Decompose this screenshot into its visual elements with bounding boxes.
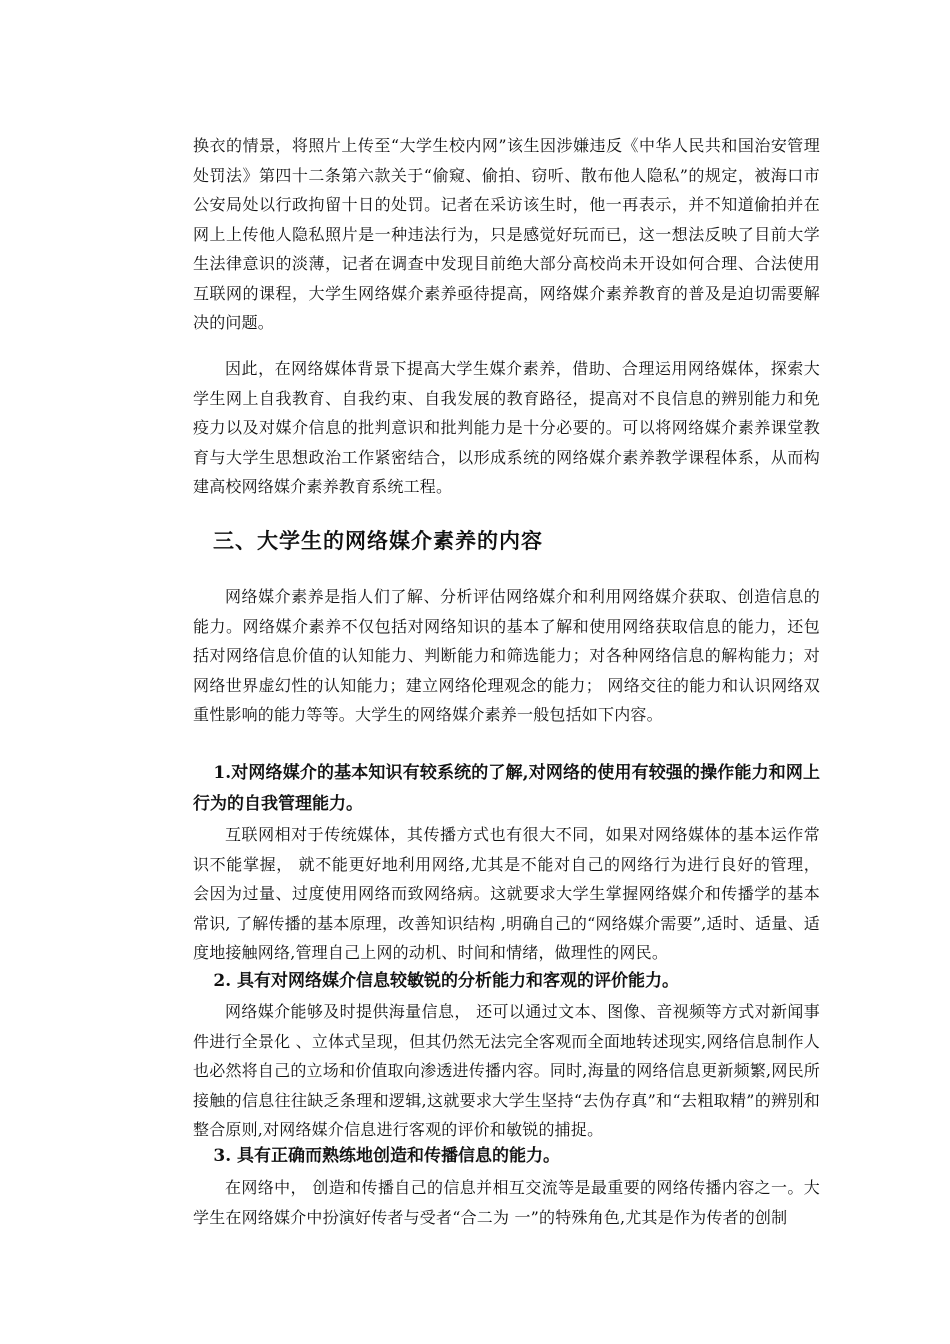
paragraph-privacy-case: 换衣的情景，将照片上传至“大学生校内网”该生因涉嫌违反《中华人民共和国治安管理处罚法》第四十二条第六款关于“偷窥、偷拍、窃听、散布他人隐私”的规定，被海口市公安局处以行政拘留十日的处罚。记者在采访该生时，他一再表示，并不知道偷拍并在网上上传他人隐私照片是一种违法行为，只是感觉好玩而已，这一想法反映了目前大学生法律意识的淡薄，记者在调查中发现目前绝大部分高校尚未开设如何合理、合法使用互联网的课程，大学生网络媒介素养亟待提高，网络媒介素养教育的普及是迫切需要解决的问题。 [193,136,820,332]
subheading-analysis-evaluation: 2. 具有对网络媒介信息较敏锐的分析能力和客观的评价能力。 [213,971,680,991]
section-heading-media-literacy-content: 三、大学生的网络媒介素养的内容 [213,528,543,553]
paragraph-internet-vs-traditional: 互联网相对于传统媒体，其传播方式也有很大不同，如果对网络媒体的基本运作常识不能掌握， 就不能更好地利用网络,尤其是不能对自己的网络行为进行良好的管理， 会因为过量、过度使用网络而致网络病。这就要求大学生掌握网络媒介和传播学的基本常识, 了解传播的基本原理，改善知识结构 ,明确自己的“网络媒介需要”,适时、适量、适度地接触网络,管理自己上网的动机、时间和情绪，做理性的网民。 [193,825,820,962]
subheading-basic-knowledge: 1.对网络媒介的基本知识有较系统的了解,对网络的使用有较强的操作能力和网上行为的自我管理能力。 [193,763,820,814]
subheading-create-spread: 3. 具有正确而熟练地创造和传播信息的能力。 [213,1146,561,1166]
paragraph-literacy-definition: 网络媒介素养是指人们了解、分析评估网络媒介和利用网络媒介获取、创造信息的能力。网络媒介素养不仅包括对网络知识的基本了解和使用网络获取信息的能力，还包括对网络信息价值的认知能力、判断能力和筛选能力；对各种网络信息的解构能力；对网络世界虚幻性的认知能力；建立网络伦理观念的能力； 网络交往的能力和认识网络双重性影响的能力等等。大学生的网络媒介素养一般包括如下内容。 [193,587,820,724]
paragraph-create-and-spread: 在网络中， 创造和传播自己的信息并相互交流等是最重要的网络传播内容之一。大学生在网络媒介中扮演好传者与受者“合二为 一”的特殊角色,尤其是作为传者的创制 [193,1178,820,1227]
paragraph-therefore: 因此，在网络媒体背景下提高大学生媒介素养，借助、合理运用网络媒体，探索大学生网上自我教育、自我约束、自我发展的教育路径，提高对不良信息的辨别能力和免疫力以及对媒介信息的批判意识和批判能力是十分必要的。可以将网络媒介素养课堂教育与大学生思想政治工作紧密结合，以形成系统的网络媒介素养教学课程体系，从而构建高校网络媒介素养教育系统工程。 [193,359,820,496]
paragraph-massive-information: 网络媒介能够及时提供海量信息， 还可以通过文本、图像、音视频等方式对新闻事件进行全景化 、立体式呈现，但其仍然无法完全客观而全面地转述现实,网络信息制作人也必然将自己的立场和价值取向渗透进传播内容。同时,海量的网络信息更新频繁,网民所接触的信息往往缺乏条理和逻辑,这就要求大学生坚持“去伪存真”和“去粗取精”的辨别和整合原则,对网络媒介信息进行客观的评价和敏锐的捕捉。 [193,1002,820,1139]
